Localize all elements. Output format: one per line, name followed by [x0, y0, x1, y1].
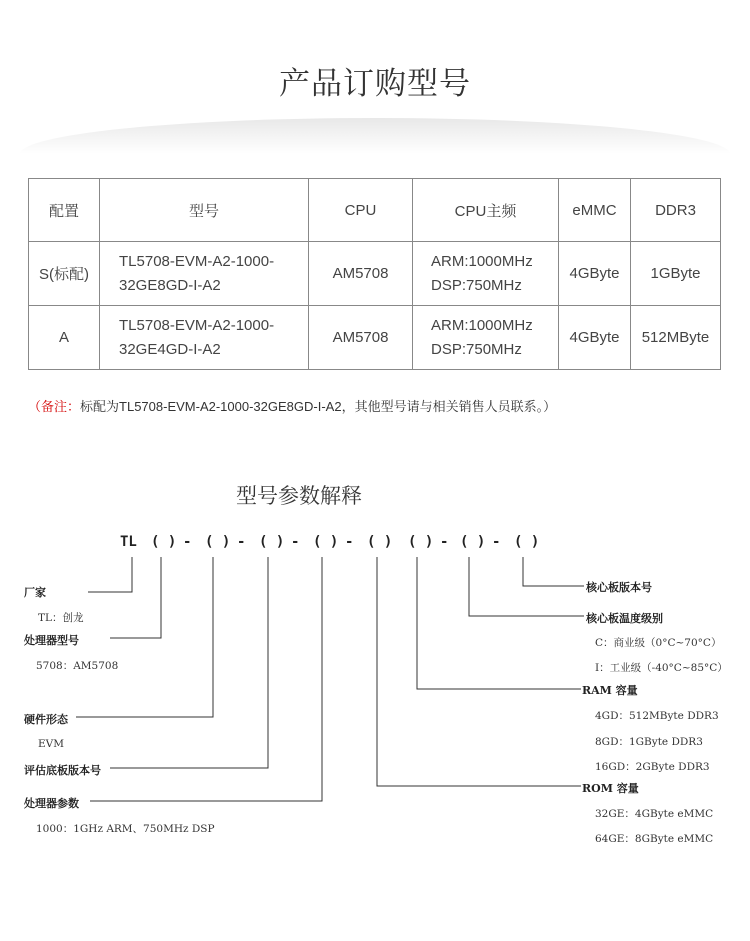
connector-manufacturer: [88, 557, 132, 592]
cell-config: A: [29, 306, 100, 370]
freq-dsp: DSP:750MHz: [431, 340, 522, 358]
note-text: 标配为TL5708-EVM-A2-1000-32GE8GD-I-A2，其他型号请与相关销售人员联系。）: [80, 399, 557, 414]
header-emmc: eMMC: [559, 179, 631, 242]
connector-hardware-form: [76, 557, 213, 717]
label-hardware-form: 硬件形态: [24, 713, 68, 726]
value-manufacturer: TL：创龙: [38, 612, 84, 624]
connector-processor-model: [110, 557, 161, 638]
code-slot-1: ( ): [151, 534, 177, 550]
code-dash: -: [237, 534, 246, 550]
label-processor-model: 处理器型号: [24, 634, 79, 647]
code-dash: -: [291, 534, 300, 550]
connector-ram: [417, 557, 581, 689]
model-line-2: 32GE8GD-I-A2: [119, 276, 221, 294]
code-slot-2: ( ): [205, 534, 231, 550]
label-processor-params: 处理器参数: [24, 797, 79, 810]
label-core-version: 核心板版本号: [586, 581, 652, 594]
section-title: 型号参数解释: [236, 484, 362, 508]
value-processor-model: 5708：AM5708: [36, 660, 119, 672]
cell-ddr3: 1GByte: [631, 242, 721, 306]
connector-processor-params: [90, 557, 322, 801]
code-prefix: TL: [120, 534, 137, 550]
cell-emmc: 4GByte: [559, 242, 631, 306]
header-config: 配置: [29, 179, 100, 242]
page-title: 产品订购型号: [279, 66, 471, 102]
header-model: 型号: [100, 179, 309, 242]
model-line-1: TL5708-EVM-A2-1000-: [119, 316, 275, 334]
cell-cpu: AM5708: [309, 242, 413, 306]
value-rom-64ge: 64GE：8GByte eMMC: [595, 833, 714, 845]
connector-board-version: [110, 557, 268, 768]
model-line-2: 32GE4GD-I-A2: [119, 340, 221, 358]
header-cpu: CPU: [309, 179, 413, 242]
freq-arm: ARM:1000MHz: [431, 316, 533, 334]
value-ram-4gd: 4GD：512MByte DDR3: [595, 710, 719, 722]
code-slot-7: ( ): [460, 534, 486, 550]
header-cpu-freq: CPU主频: [413, 179, 559, 242]
value-core-temp-i: I：工业级（-40°C~85°C）: [595, 662, 728, 674]
label-board-version: 评估底板版本号: [24, 764, 101, 777]
value-core-temp-c: C：商业级（0°C~70°C）: [595, 637, 722, 649]
note-label: 备注：: [41, 399, 81, 414]
connector-core-version: [523, 557, 584, 586]
value-ram-8gd: 8GD：1GByte DDR3: [595, 736, 703, 748]
label-core-temp: 核心板温度级别: [586, 612, 663, 625]
value-rom-32ge: 32GE：4GByte eMMC: [595, 808, 714, 820]
label-manufacturer: 厂家: [24, 586, 46, 599]
code-slot-6: ( ): [408, 534, 434, 550]
label-rom: ROM 容量: [582, 782, 639, 795]
code-dash: -: [183, 534, 192, 550]
code-slot-8: ( ): [514, 534, 540, 550]
code-slot-5: ( ): [367, 534, 393, 550]
connector-rom: [377, 557, 581, 786]
code-dash: -: [492, 534, 501, 550]
note-open-paren: （: [28, 399, 42, 414]
cell-ddr3: 512MByte: [631, 306, 721, 370]
value-hardware-form: EVM: [38, 738, 64, 750]
cell-emmc: 4GByte: [559, 306, 631, 370]
cell-config: S(标配): [29, 242, 100, 306]
cell-cpu: AM5708: [309, 306, 413, 370]
code-dash: -: [345, 534, 354, 550]
value-processor-params: 1000：1GHz ARM、750MHz DSP: [36, 823, 215, 835]
value-ram-16gd: 16GD：2GByte DDR3: [595, 761, 710, 773]
label-ram: RAM 容量: [582, 684, 638, 697]
code-slot-4: ( ): [313, 534, 339, 550]
code-slot-3: ( ): [259, 534, 285, 550]
code-dash: -: [440, 534, 449, 550]
freq-dsp: DSP:750MHz: [431, 276, 522, 294]
model-line-1: TL5708-EVM-A2-1000-: [119, 252, 275, 270]
header-ddr3: DDR3: [631, 179, 721, 242]
freq-arm: ARM:1000MHz: [431, 252, 533, 270]
